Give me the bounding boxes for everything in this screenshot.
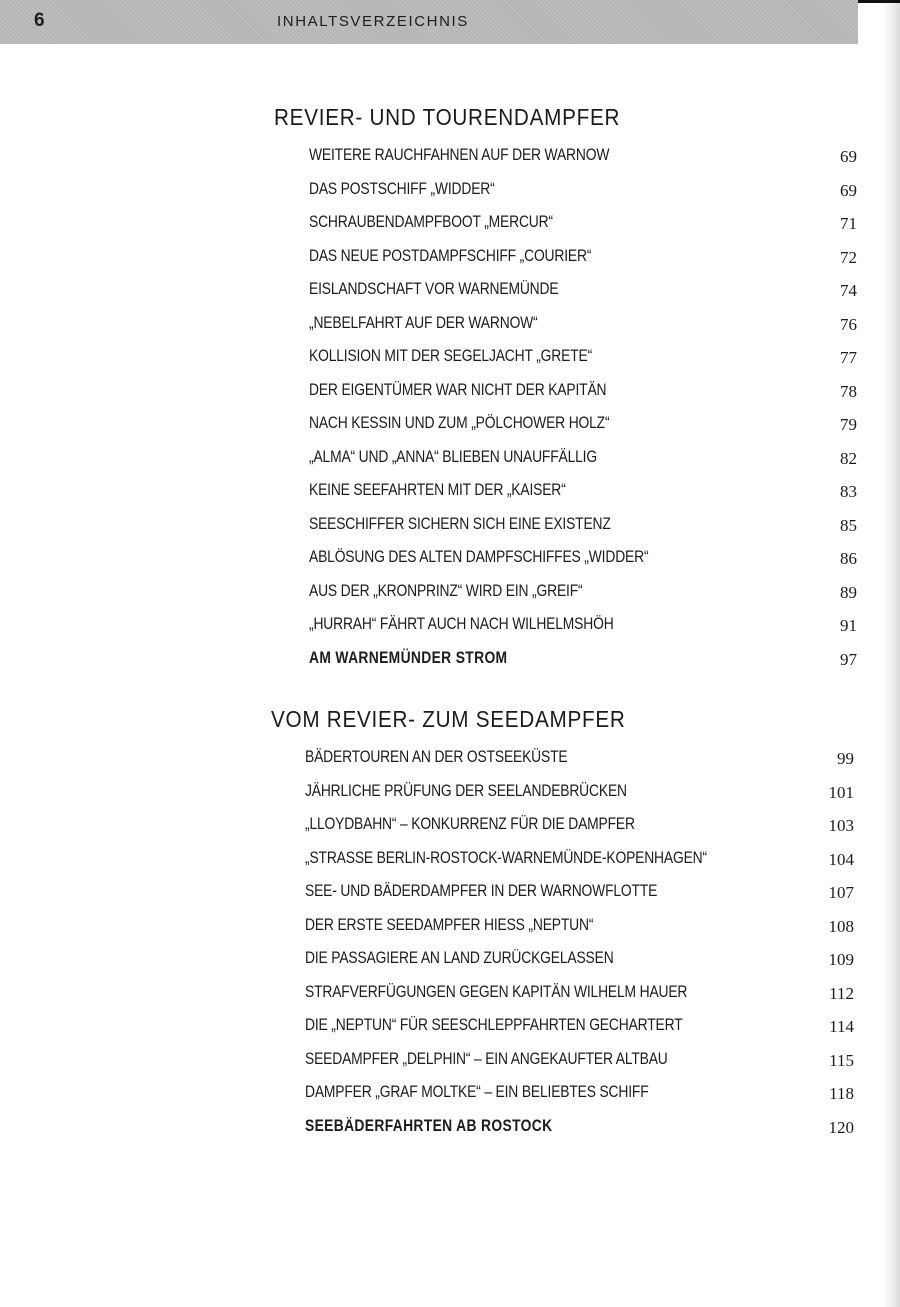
toc-entry-title: AUS DER „KRONPRINZ“ WIRD EIN „GREIF“ <box>309 581 583 600</box>
toc-entry-page: 115 <box>829 1050 854 1070</box>
toc-entry-page: 108 <box>828 916 854 936</box>
toc-entry <box>0 949 900 983</box>
toc-entry <box>0 815 900 849</box>
toc-list <box>0 748 900 1150</box>
toc-entry <box>0 649 900 683</box>
toc-entry-page: 85 <box>840 515 857 535</box>
toc-entry <box>0 515 900 549</box>
toc-entry-title: DAS POSTSCHIFF „WIDDER“ <box>309 179 495 198</box>
toc-entry-page: 89 <box>840 582 857 602</box>
toc-entry-title: WEITERE RAUCHFAHNEN AUF DER WARNOW <box>309 146 610 164</box>
toc-entry-page: 101 <box>828 782 854 802</box>
toc-entry <box>0 916 900 950</box>
toc-entry <box>0 381 900 415</box>
toc-entry-page: 74 <box>840 281 857 300</box>
toc-entry <box>0 1083 900 1117</box>
toc-entry-title: SEEDAMPFER „DELPHIN“ – EIN ANGEKAUFTER ALTBAU <box>305 1049 668 1068</box>
toc-entry-page: 83 <box>840 482 857 501</box>
toc-entry <box>0 146 900 180</box>
toc-entry-page: 69 <box>840 180 857 200</box>
toc-entry <box>0 782 900 816</box>
toc-entry-page: 79 <box>840 415 857 434</box>
toc-entry-title: „STRASSE BERLIN-ROSTOCK-WARNEMÜNDE-KOPENHAGEN“ <box>305 848 707 867</box>
toc-entry-title: „HURRAH“ FÄHRT AUCH NACH WILHELMSHÖH <box>309 615 614 633</box>
toc-entry <box>0 1016 900 1050</box>
toc-entry-title: STRAFVERFÜGUNGEN GEGEN KAPITÄN WILHELM HAUER <box>305 982 688 1001</box>
toc-entry <box>0 314 900 348</box>
toc-entry-title: DAS NEUE POSTDAMPFSCHIFF „COURIER“ <box>309 246 592 265</box>
toc-entry-page: 107 <box>828 883 854 902</box>
toc-entry-page: 114 <box>829 1017 854 1036</box>
toc-entry-title: „LLOYDBAHN“ – KONKURRENZ FÜR DIE DAMPFER <box>305 815 635 833</box>
toc-entry <box>0 213 900 247</box>
toc-entry-page: 112 <box>829 983 854 1003</box>
toc-entry-page: 78 <box>840 381 857 401</box>
toc-entry-page: 69 <box>840 147 857 166</box>
toc-entry-page: 82 <box>840 448 857 468</box>
toc-entry-page: 99 <box>837 749 854 768</box>
toc-entry-title: EISLANDSCHAFT VOR WARNEMÜNDE <box>309 280 559 298</box>
toc-entry-title: SEEBÄDERFAHRTEN AB ROSTOCK <box>305 1116 553 1135</box>
toc-entry-title: SEE- UND BÄDERDAMPFER IN DER WARNOWFLOTTE <box>305 882 658 900</box>
toc-entry-title: SCHRAUBENDAMPFBOOT „MERCUR“ <box>309 213 553 231</box>
page-number: 6 <box>34 10 46 31</box>
toc-entry-page: 77 <box>840 348 857 367</box>
toc-entry-page: 103 <box>828 816 854 835</box>
toc-entry <box>0 615 900 649</box>
toc-entry-page: 109 <box>828 950 854 969</box>
toc-entry-title: „ALMA“ UND „ANNA“ BLIEBEN UNAUFFÄLLIG <box>309 447 597 466</box>
toc-entry-page: 91 <box>840 616 857 635</box>
running-header-title: INHALTSVERZEICHNIS <box>277 13 469 30</box>
toc-entry <box>0 1050 900 1084</box>
toc-entry-title: DAMPFER „GRAF MOLTKE“ – EIN BELIEBTES SCHIFF <box>305 1083 649 1101</box>
toc-entry-title: DIE „NEPTUN“ FÜR SEESCHLEPPFAHRTEN GECHARTERT <box>305 1016 683 1034</box>
toc-entry-page: 118 <box>829 1084 854 1103</box>
running-header <box>0 0 858 44</box>
toc-entry-page: 120 <box>828 1117 854 1137</box>
toc-entry <box>0 983 900 1017</box>
toc-entry-page: 71 <box>840 214 857 233</box>
toc-entry-page: 76 <box>840 314 857 334</box>
toc-entry <box>0 347 900 381</box>
toc-entry <box>0 180 900 214</box>
toc-entry-title: ABLÖSUNG DES ALTEN DAMPFSCHIFFES „WIDDER“ <box>309 548 649 566</box>
toc-entry-title: DIE PASSAGIERE AN LAND ZURÜCKGELASSEN <box>305 949 614 967</box>
toc-entry-title: SEESCHIFFER SICHERN SICH EINE EXISTENZ <box>309 514 611 533</box>
toc-entry-title: KEINE SEEFAHRTEN MIT DER „KAISER“ <box>309 481 566 499</box>
section-title: VOM REVIER- ZUM SEEDAMPFER <box>271 706 626 732</box>
section-title: REVIER- UND TOURENDAMPFER <box>274 104 621 130</box>
toc-entry <box>0 882 900 916</box>
toc-entry <box>0 1117 900 1151</box>
toc-entry-title: DER ERSTE SEEDAMPFER HIESS „NEPTUN“ <box>305 915 594 934</box>
toc-entry-title: DER EIGENTÜMER WAR NICHT DER KAPITÄN <box>309 380 607 399</box>
toc-entry-page: 104 <box>828 849 854 869</box>
toc-entry <box>0 481 900 515</box>
toc-list <box>0 146 900 682</box>
toc-entry <box>0 247 900 281</box>
toc-entry-page: 72 <box>840 247 857 267</box>
toc-entry <box>0 414 900 448</box>
toc-entry <box>0 748 900 782</box>
toc-entry-page: 97 <box>840 649 857 669</box>
toc-entry-title: „NEBELFAHRT AUF DER WARNOW“ <box>309 313 538 332</box>
toc-entry-title: KOLLISION MIT DER SEGELJACHT „GRETE“ <box>309 347 593 365</box>
toc-entry <box>0 280 900 314</box>
toc-entry-title: BÄDERTOUREN AN DER OSTSEEKÜSTE <box>305 748 568 766</box>
toc-entry-page: 86 <box>840 549 857 568</box>
toc-entry-title: AM WARNEMÜNDER STROM <box>309 648 508 667</box>
toc-entry <box>0 548 900 582</box>
toc-entry <box>0 448 900 482</box>
toc-entry <box>0 849 900 883</box>
toc-entry <box>0 582 900 616</box>
toc-entry-title: JÄHRLICHE PRÜFUNG DER SEELANDEBRÜCKEN <box>305 781 627 800</box>
toc-entry-title: NACH KESSIN UND ZUM „PÖLCHOWER HOLZ“ <box>309 414 610 432</box>
